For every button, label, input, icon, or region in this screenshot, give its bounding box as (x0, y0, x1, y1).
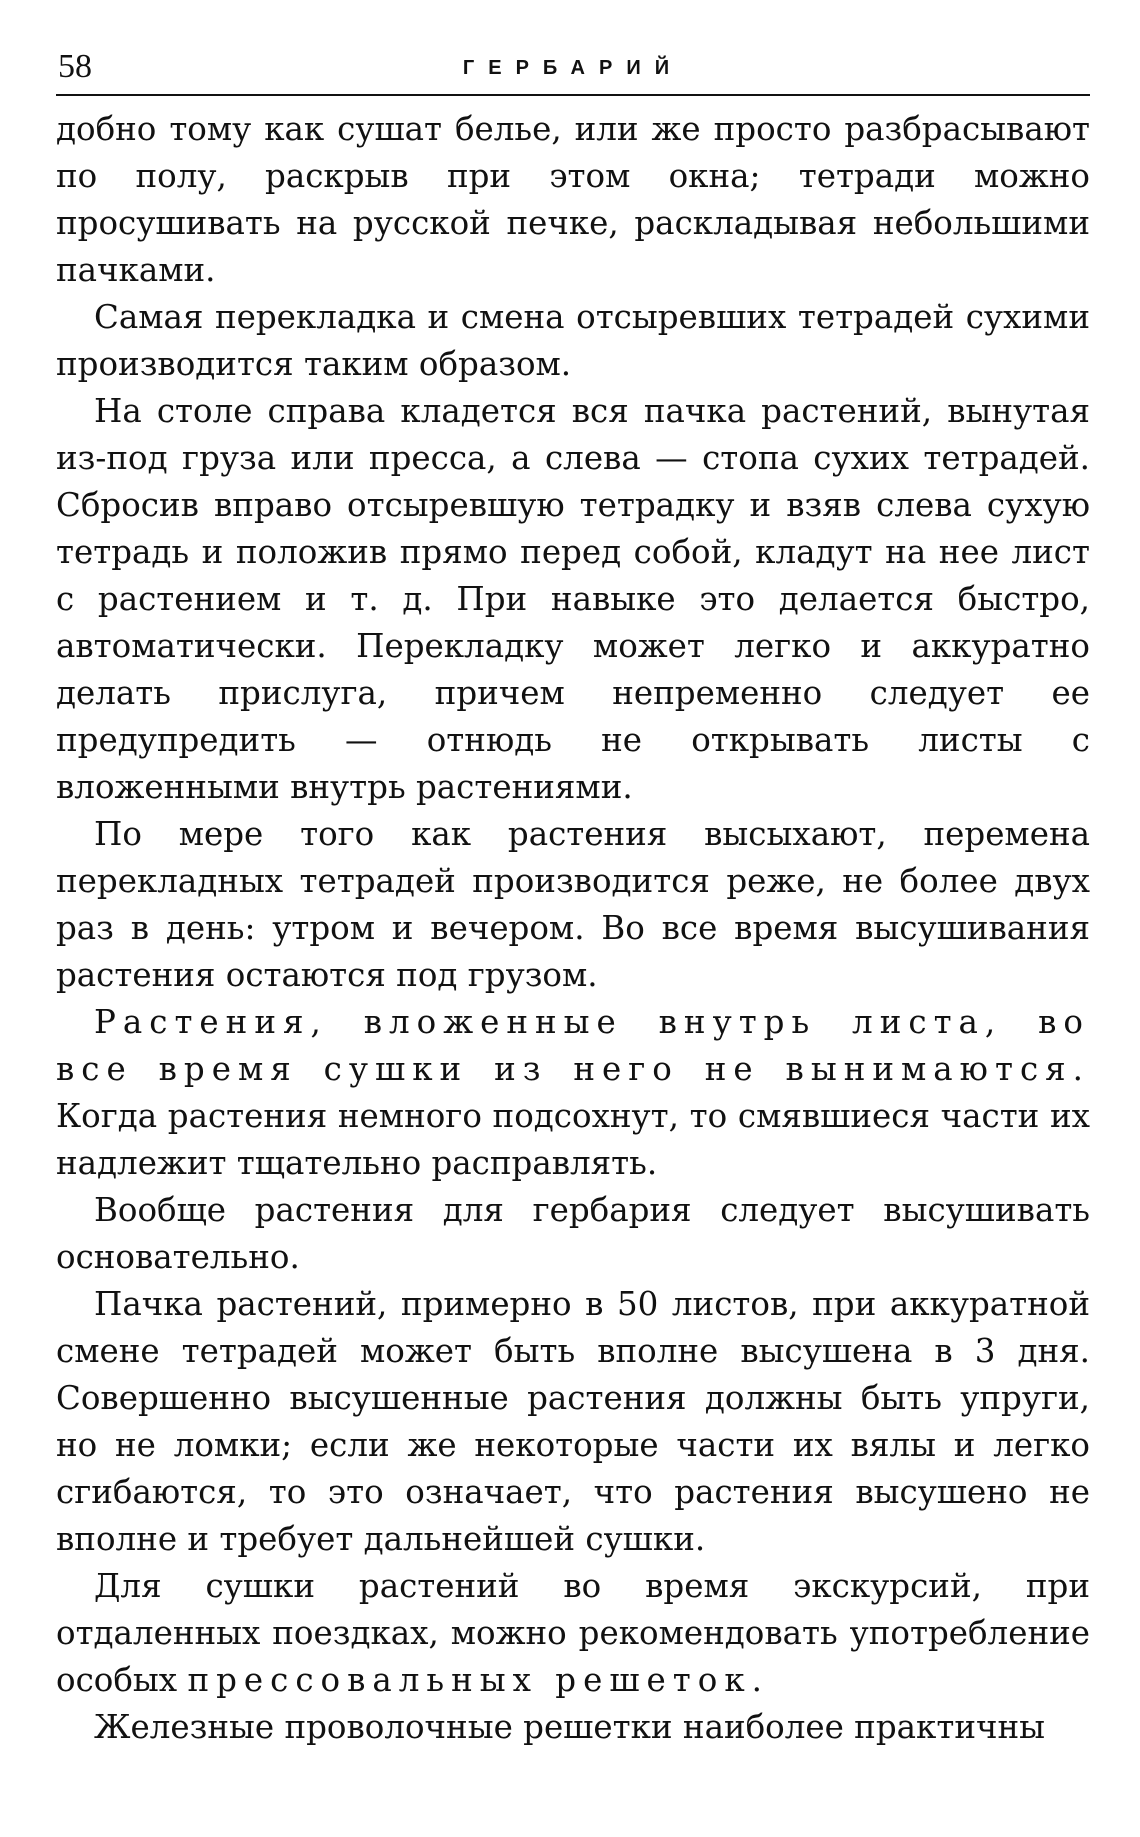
paragraph-text: Для сушки растений во время экскурсий, при отдаленных поездках, можно рекомендовать употребление особых (56, 1567, 1090, 1699)
paragraph-tail: . (751, 1661, 762, 1699)
page-body (56, 106, 1090, 1751)
page-header (56, 46, 1090, 96)
paragraph-text: Пачка растений, примерно в 50 листов, при аккуратной смене тетрадей может быть вполне высушена в 3 дня. Совершенно высушенные растения должны быть упруги, но не ломки; если же некоторые части их вялы и легко сгибаются, то это означает, что растения высушено не вполне и требует дальнейшей сушки. (56, 1285, 1090, 1558)
paragraph-text: Вообще растения для гербария следует высушивать основательно. (56, 1191, 1090, 1276)
paragraph-text: На столе справа кладется вся пачка растений, вынутая из-под груза или пресса, а слева — стопа сухих тетрадей. Сбросив вправо отсыревшую тетрадку и взяв слева сухую тетрадь и положив прямо перед собой, кладут на нее лист с растением и т. д. При навыке это делается быстро, автоматически. Перекладку может легко и аккуратно делать прислуга, причем непременно следует ее предупредить — отнюдь не открывать листы с вложенными внутрь растениями. (56, 392, 1090, 806)
paragraph-6 (56, 1187, 1090, 1281)
book-page (56, 46, 1090, 1806)
spaced-emphasis: прессовальных решеток (187, 1661, 752, 1699)
paragraph-5 (56, 999, 1090, 1187)
paragraph-4 (56, 811, 1090, 999)
paragraph-text: добно тому как сушат белье, или же просто разбрасывают по полу, раскрыв при этом окна; тетради можно просушивать на русской печке, раскладывая небольшими пачками. (56, 110, 1090, 289)
paragraph-text: По мере того как растения высыхают, перемена перекладных тетрадей производится реже, не более двух раз в день: утром и вечером. Во все время высушивания растения остаются под грузом. (56, 815, 1090, 994)
paragraph-9 (56, 1704, 1090, 1751)
paragraph-7 (56, 1281, 1090, 1563)
paragraph-text: Самая перекладка и смена отсыревших тетрадей сухими производится таким образом. (56, 298, 1090, 383)
paragraph-8 (56, 1563, 1090, 1704)
paragraph-3 (56, 388, 1090, 811)
paragraph-1 (56, 106, 1090, 294)
paragraph-text: Когда растения немного подсохнут, то смявшиеся части их надлежит тщательно расправлять. (56, 1097, 1090, 1182)
running-title: ГЕРБАРИЙ (462, 57, 684, 79)
spaced-emphasis: Растения, вложенные внутрь листа, во все время сушки из него не вынимаются. (56, 1003, 1090, 1088)
page-number: 58 (58, 48, 92, 85)
paragraph-text: Железные проволочные решетки наиболее практичны (94, 1708, 1045, 1746)
paragraph-2 (56, 294, 1090, 388)
